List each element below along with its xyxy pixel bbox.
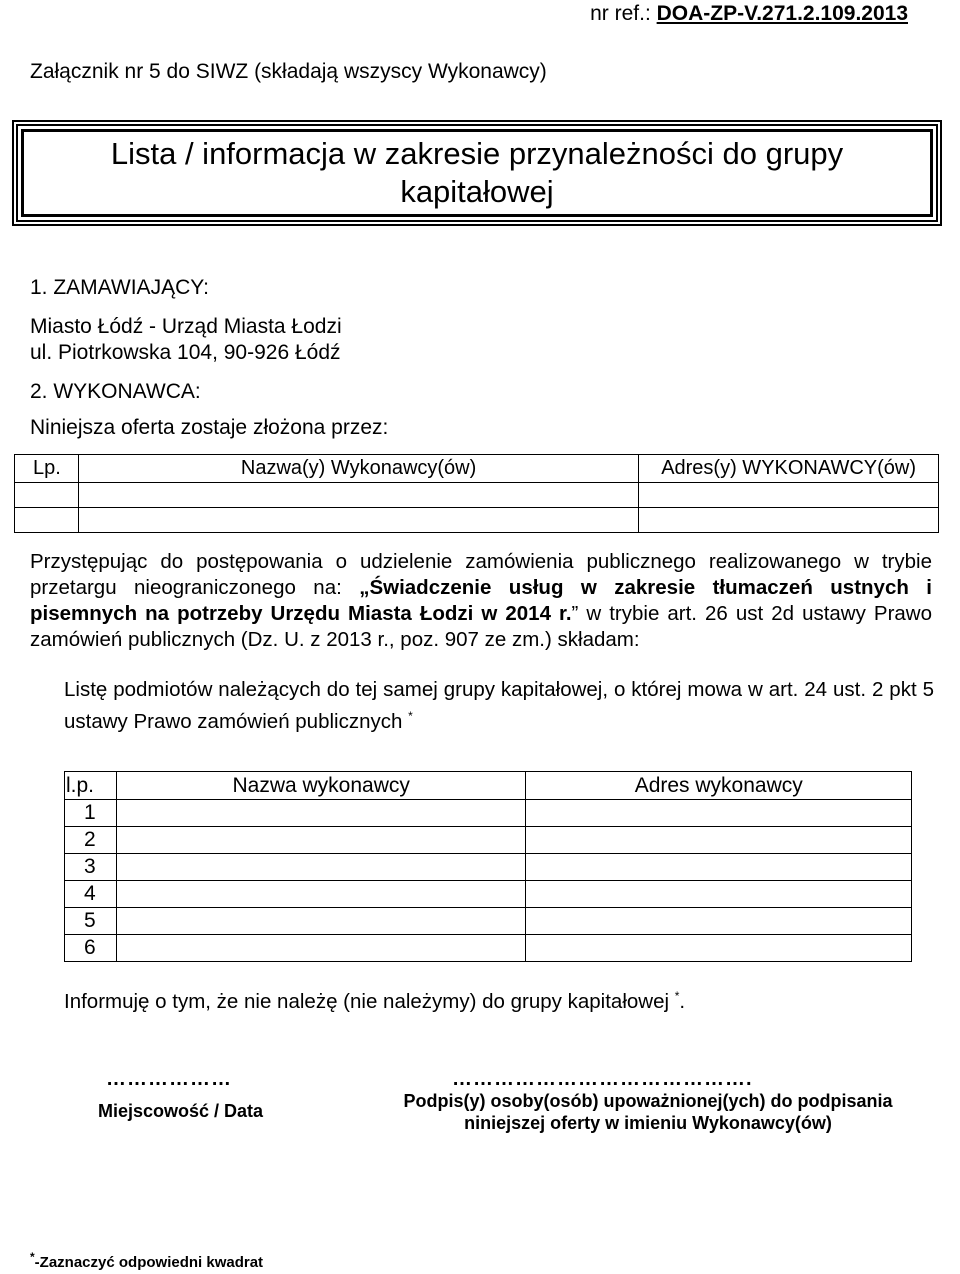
ordering-party-heading: 1. ZAMAWIAJĄCY: <box>30 276 209 299</box>
reference-prefix: nr ref.: <box>590 2 657 25</box>
column-header: Nazwa wykonawcy <box>116 772 525 800</box>
ordering-party-name: Miasto Łódź - Urząd Miasta Łodzi <box>30 315 342 338</box>
table-cell[interactable] <box>639 508 939 533</box>
table-row <box>15 483 939 508</box>
paragraph-text: Przystępując do postępowania o udzielenie zamówienia publicznego realizowanego w trybie przetargu nieograniczonego na: <box>30 550 932 599</box>
footnote-text: -Zaznaczyć odpowiedni kwadrat <box>34 1254 264 1271</box>
table-cell[interactable] <box>526 881 912 908</box>
signature-label <box>370 1090 926 1134</box>
contract-subject: „Świadczenie usług w zakresie tłumaczeń ustnych i pisemnych na potrzeby Urzędu Miasta Łodzi w 2014 r. <box>30 576 932 625</box>
table-cell[interactable] <box>116 854 525 881</box>
contractor-table <box>14 454 939 533</box>
table-cell[interactable] <box>526 854 912 881</box>
table-row <box>65 908 912 935</box>
table-cell[interactable] <box>116 881 525 908</box>
ordering-party-address: ul. Piotrkowska 104, 90-926 Łódź <box>30 341 341 364</box>
column-header: Adres wykonawcy <box>526 772 912 800</box>
table-row <box>65 935 912 962</box>
footnote-mark: * <box>674 989 680 1003</box>
footnote-mark: * <box>30 1250 35 1264</box>
table-cell[interactable] <box>116 800 525 827</box>
column-header: Nazwa(y) Wykonawcy(ów) <box>78 455 638 483</box>
column-header: Lp. <box>15 455 79 483</box>
place-date-label: Miejscowość / Data <box>98 1101 264 1121</box>
reference-code: DOA-ZP-V.271.2.109.2013 <box>656 2 908 25</box>
table-cell[interactable] <box>15 483 79 508</box>
row-number: 1 <box>65 800 117 827</box>
footnote-mark: * <box>408 709 413 723</box>
statement-end: . <box>679 989 686 1013</box>
table-cell[interactable] <box>526 800 912 827</box>
table-cell[interactable] <box>526 908 912 935</box>
table-cell[interactable] <box>116 935 525 962</box>
paragraph-text: ” w trybie art. 26 ust 2d ustawy Prawo zamówień publicznych (Dz. U. z 2013 r., poz. 907 ze zm.) składam: <box>30 602 932 651</box>
contractor-intro: Niniejsza oferta zostaje złożona przez: <box>30 416 389 439</box>
contractor-heading: 2. WYKONAWCA: <box>30 380 201 403</box>
title-line-1: Lista / informacja w zakresie przynależności do grupy <box>110 136 844 171</box>
statement-text: Informuję o tym, że nie należę (nie należymy) do grupy kapitałowej <box>64 989 675 1013</box>
table-cell[interactable] <box>639 483 939 508</box>
list-intro <box>64 677 934 735</box>
table-cell[interactable] <box>78 508 638 533</box>
table-row <box>65 881 912 908</box>
title-line-2: kapitałowej <box>400 174 554 209</box>
table-header-row <box>65 772 912 800</box>
row-number: 5 <box>65 908 117 935</box>
place-date-dots: ……………… <box>106 1068 232 1090</box>
table-cell[interactable] <box>15 508 79 533</box>
footnote <box>30 1250 263 1271</box>
row-number: 2 <box>65 827 117 854</box>
table-cell[interactable] <box>116 827 525 854</box>
table-row <box>65 827 912 854</box>
non-membership-statement <box>64 989 685 1014</box>
list-intro-text: Listę podmiotów należących do tej samej grupy kapitałowej, o której mowa w art. 24 ust. 2 pkt 5 ustawy Prawo zamówień publicznych <box>64 678 934 733</box>
reference-number <box>590 2 908 26</box>
column-header: Adres(y) WYKONAWCY(ów) <box>639 455 939 483</box>
row-number: 6 <box>65 935 117 962</box>
table-cell[interactable] <box>526 827 912 854</box>
table-cell[interactable] <box>116 908 525 935</box>
table-row <box>65 800 912 827</box>
table-row <box>15 508 939 533</box>
table-cell[interactable] <box>78 483 638 508</box>
table-header-row <box>15 455 939 483</box>
row-number: 4 <box>65 881 117 908</box>
table-row <box>65 854 912 881</box>
page-title <box>21 129 933 217</box>
signature-label-line-2: niniejszej oferty w imieniu Wykonawcy(ów) <box>464 1113 832 1133</box>
column-header: l.p. <box>65 772 117 800</box>
table-cell[interactable] <box>526 935 912 962</box>
capital-group-table <box>64 771 912 962</box>
signature-label-line-1: Podpis(y) osoby(osób) upoważnionej(ych) do podpisania <box>403 1091 893 1111</box>
annex-heading: Załącznik nr 5 do SIWZ (składają wszyscy Wykonawcy) <box>30 60 547 83</box>
procedure-paragraph <box>30 549 932 653</box>
signature-dots: ……………………………………. <box>452 1068 753 1090</box>
row-number: 3 <box>65 854 117 881</box>
title-box <box>12 120 942 226</box>
